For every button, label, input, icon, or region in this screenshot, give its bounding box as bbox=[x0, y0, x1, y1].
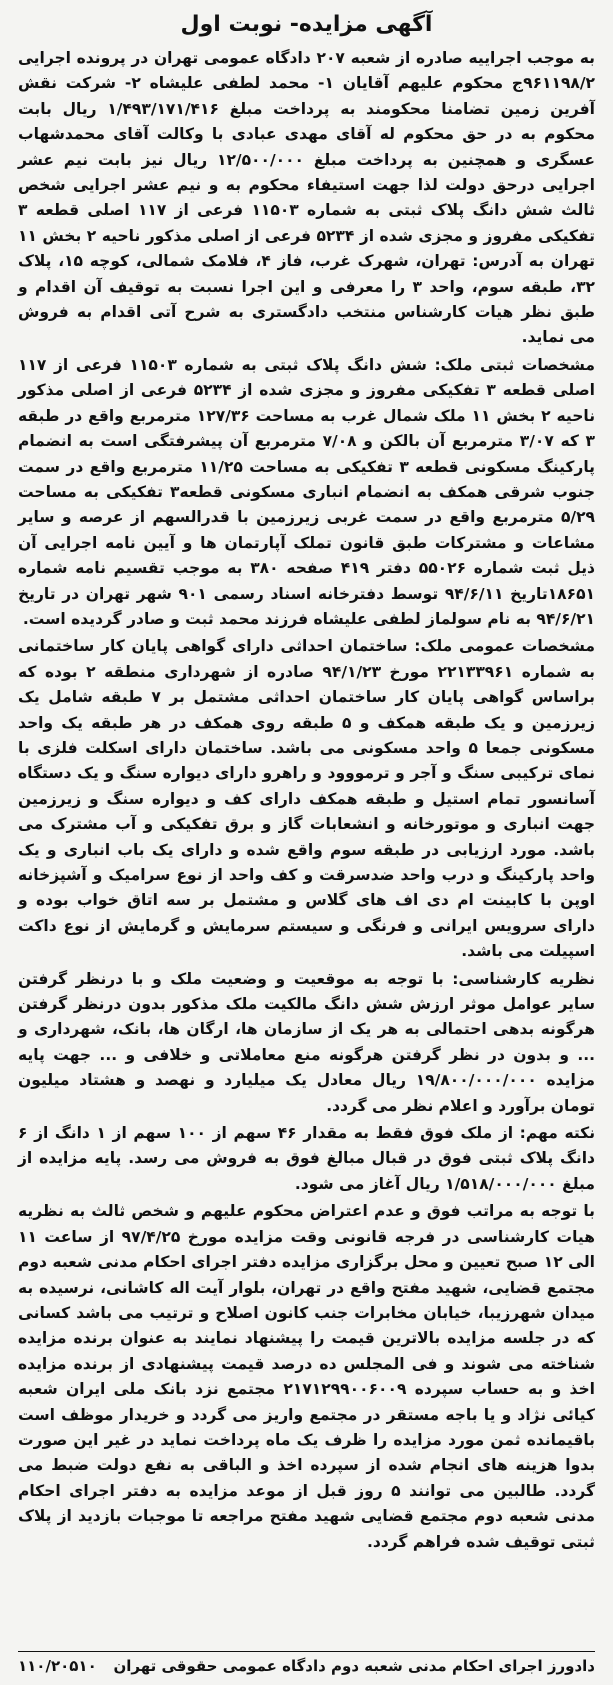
notice-paragraph-registration: مشخصات ثبتی ملک: شش دانگ پلاک ثبتی به شماره ۱۱۵۰۳ فرعی از ۱۱۷ اصلی قطعه ۳ تفکیکی مفروز و مجزی شده از ۵۲۳۴ فرعی از اصلی مذکور ناحیه ۲ بخش ۱۱ ملک شمال غرب به مساحت ۱۲۷/۳۶ مترمربع واقع در طبقه ۳ که ۳/۰۷ مترمربع آن بالکن و ۷/۰۸ مترمربع آن پیشرفتگی است به انضمام پارکینگ مسکونی قطعه ۳ تفکیکی به مساحت ۱۱/۲۵ مترمربع واقع در سمت جنوب شرقی همکف به انضمام انباری مسکونی قطعه۳ تفکیکی به مساحت ۵/۲۹ مترمربع واقع در سمت غربی زیرزمین با قدرالسهم از عرصه و سایر مشاعات و مشترکات طبق قانون تملک آپارتمان ها و آیین نامه اجرایی آن ذیل ثبت شماره ۵۵۰۲۶ دفتر ۴۱۹ صفحه ۳۸۰ به موجب تقسیم نامه شماره ۱۸۶۵۱تاریخ ۹۴/۶/۱۱ توسط دفترخانه اسناد رسمی ۹۰۱ شهر تهران در تاریخ ۹۴/۶/۲۱ به نام سولماز لطفی علیشاه فرزند محمد ثبت و صادر گردیده است. bbox=[18, 355, 596, 628]
notice-footer bbox=[18, 1651, 595, 1677]
notice-paragraph-intro: به موجب اجراییه صادره از شعبه ۲۰۷ دادگاه عمومی تهران در پرونده اجرایی ۹۶۱۱۹۸/۲ج محکوم علیهم آقایان ۱- محمد لطفی علیشاه ۲- شرکت نقش آفرین زمین تضامنا محکومند به پرداخت مبلغ ۱/۴۹۳/۱۷۱/۴۱۶ ریال بابت محکوم به در حق محکوم له آقای مهدی عبادی با وکالت آقای محمدشهاب عسگری و همچنین به پرداخت مبلغ ۱۲/۵۰۰/۰۰۰ ریال نیز بابت نیم عشر اجرایی درحق دولت لذا جهت استیفاء محکوم به و نیم عشر اجرایی شخص ثالث شش دانگ پلاک ثبتی به شماره ۱۱۵۰۳ فرعی از ۱۱۷ اصلی قطعه ۳ تفکیکی مفروز و مجزی شده از ۵۲۳۴ فرعی از اصلی مذکور ناحیه ۲ بخش ۱۱ تهران به آدرس: تهران، شهرک غرب، فاز ۴، فلامک شمالی، کوچه ۱۵، پلاک ۳۲، طبقه سوم، واحد ۳ را معرفی و این اجرا نسبت به توقیف آن اقدام و طبق نظر هیات کارشناس منتخب دادگستری به شرح آتی اقدام به فروش می نماید. bbox=[18, 49, 595, 347]
notice-paragraph-auction-terms: با توجه به مراتب فوق و عدم اعتراض محکوم علیهم و شخص ثالث به نظریه هیات کارشناسی در فرجه قانونی وقت مزایده مورخ ۹۷/۴/۲۵ از ساعت ۱۱ الی ۱۲ صبح تعیین و محل برگزاری مزایده دفتر اجرای احکام مدنی شعبه دوم مجتمع قضایی، شهید مفتح واقع در تهران، بلوار آیت اله کاشانی، نرسیده به میدان شهرزیبا، خیابان مخابرات جنب کانون اصلاح و ترتیب می باشد کسانی که در جلسه مزایده بالاترین قیمت را پیشنهاد نمایند به عنوان برنده مزایده شناخته می شوند و فی المجلس ده درصد قیمت پیشنهادی از برنده مزایده اخذ و به حساب سپرده ۲۱۷۱۲۹۹۰۰۶۰۰۹ مجتمع نزد بانک ملی ایران شعبه کیائی نژاد و یا باجه مستقر در مجتمع واریز می گردد و خریدار موظف است باقیمانده ثمن مورد مزایده را ظرف یک ماه پرداخت نماید در غیر این صورت بدوا هزینه های انجام شده از سپرده اخذ و الباقی به نفع دولت ضبط می گردد. طالبین می توانند ۵ روز قبل از موعد مزایده به دفتر اجرای احکام مدنی شعبه دوم مجتمع قضایی شهید مفتح مراجعه تا موجبات بازدید از پلاک ثبتی توقیف شده فراهم گردد. bbox=[18, 1202, 596, 1551]
notice-reference-number: ۱۱۰/۲۰۵۱۰ bbox=[18, 1657, 97, 1675]
notice-paragraph-important-note: نکته مهم: از ملک فوق فقط به مقدار ۴۶ سهم از ۱۰۰ سهم از ۱ دانگ از ۶ دانگ پلاک ثبتی فوق در قبال مبالغ فوق به فروش می رسد. پایه مزایده از مبلغ ۱/۵۱۸/۰۰۰/۰۰۰ ریال آغاز می شود. bbox=[18, 1124, 596, 1193]
notice-title: آگهی مزایده- نوبت اول bbox=[180, 12, 433, 37]
notice-signature: دادورز اجرای احکام مدنی شعبه دوم دادگاه عمومی حقوقی تهران bbox=[113, 1657, 595, 1675]
notice-paragraph-expert-opinion: نظریه کارشناسی: با توجه به موقعیت و وضعیت ملک و با درنظر گرفتن سایر عوامل موثر ارزش شش دانگ مالکیت ملک مذکور بدون درنظر گرفتن هرگونه بدهی احتمالی به هر یک از سازمان ها، ارگان ها، بانک، شهرداری و ... و بدون در نظر گرفتن هرگونه منع معاملاتی و خلافی و ... جهت پایه مزایده ۱۹/۸۰۰/۰۰۰/۰۰۰ ریال معادل یک میلیارد و نهصد و هشتاد میلیون تومان برآورد و اعلام نظر می گردد. bbox=[18, 969, 595, 1115]
notice-paragraph-general-specs: مشخصات عمومی ملک: ساختمان احداثی دارای گواهی پایان کار ساختمانی به شماره ۲۲۱۳۳۹۶۱ مورخ ۹۴/۱/۲۳ صادره از شهرداری منطقه ۲ بوده که براساس گواهی پایان کار ساختمان احداثی مشتمل بر ۷ طبقه شامل یک زیرزمین و یک طبقه همکف و ۵ طبقه روی همکف در هر طبقه یک واحد مسکونی جمعا ۵ واحد مسکونی می باشد. ساختمان دارای اسکلت فلزی با نمای ترکیبی سنگ و آجر و ترمووود و راهرو دارای دیواره سنگ و یک دستگاه آسانسور تمام استیل و طبقه همکف دارای کف و دیواره سنگ و زیرزمین جهت انباری و موتورخانه و انشعابات گاز و برق تفکیکی و آب مشترک می باشد. مورد ارزیابی در طبقه سوم واقع شده و دارای یک باب انباری و یک واحد پارکینگ و درب واحد ضدسرقت و کف واحد از نوع سرامیک و آشپزخانه اوپن با کابینت ام دی اف های گلاس و مشتمل بر سه اتاق خواب بوده و دارای سرویس ایرانی و فرنگی و سیستم سرمایش و گرمایش از نوع داکت اسپیلت می باشد. bbox=[18, 637, 595, 961]
